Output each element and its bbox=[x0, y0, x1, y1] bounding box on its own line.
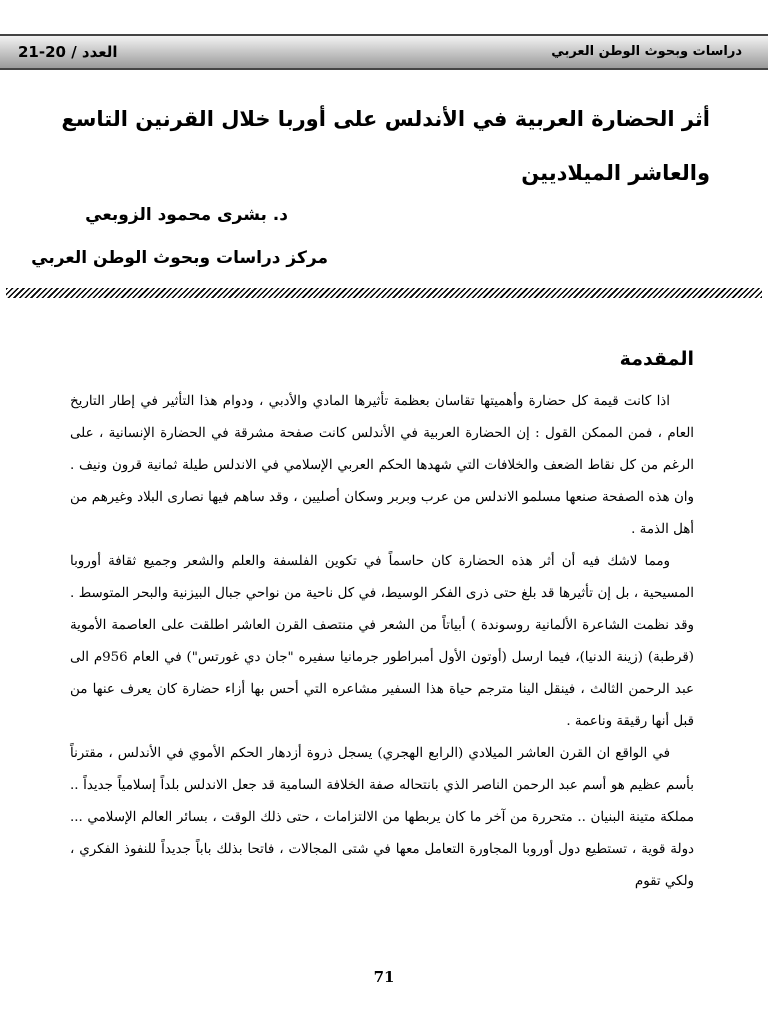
paragraph: اذا كانت قيمة كل حضارة وأهميتها تقاسان بعظمة تأثيرها المادي والأدبي ، ودوام هذا التأثير في إطار التاريخ العام ، فمن الممكن القول : إن الحضارة العربية في الأندلس كانت صفحة مشرقة في الحضارة الإنسانية ، على الرغم من كل نقاط الضعف والخلافات التي شهدها الحكم العربي الإسلامي في الاندلس طيلة ثمانية قرون ونيف . وان هذه الصفحة صنعها مسلمو الاندلس من عرب وبربر وسكان أصليين ، وقد ساهم فيها نصارى البلاد وغيرهم من أهل الذمة . bbox=[70, 394, 694, 537]
article-title: أثر الحضارة العربية في الأندلس على أوربا خلال القرنين التاسع والعاشر الميلاديين bbox=[61, 107, 710, 185]
journal-name: دراسات وبحوث الوطن العربي bbox=[551, 44, 742, 59]
section-heading: المقدمة bbox=[619, 348, 694, 370]
author-name: د. بشرى محمود الزوبعي bbox=[85, 205, 288, 225]
paragraph: ومما لاشك فيه أن أثر هذه الحضارة كان حاسماً في تكوين الفلسفة والعلم والشعر وجميع ثقافة أوروبا المسيحية ، بل إن تأثيرها قد بلغ حتى ذرى الفكر الوسيط، في كل ناحية من نواحي جبال البيزنية والبحر المتوسط . وقد نظمت الشاعرة الألمانية روسوندة ) أبياتاً من الشعر في منتصف القرن العاشر اطلقت على العاصمة الأموية (قرطبة) (زينة الدنيا)، فيما ارسل (أوتون الأول أمبراطور جرمانيا سفيره "جان دي غورتس") في العام 956م الى عبد الرحمن الثالث ، فينقل الينا مترجم حياة هذا السفير مشاعره التي أحس بها أزاء حضارة كان يعرف عنها من قبل أنها رقيقة وناعمة . bbox=[70, 554, 694, 729]
author-affiliation: مركز دراسات وبحوث الوطن العربي bbox=[31, 248, 328, 268]
running-header bbox=[0, 34, 768, 70]
page-number: 71 bbox=[373, 968, 395, 986]
body-text bbox=[70, 386, 694, 898]
paragraph: في الواقع ان القرن العاشر الميلادي (الرابع الهجري) يسجل ذروة أزدهار الحكم الأموي في الأندلس ، مقترناً بأسم عظيم هو أسم عبد الرحمن الناصر الذي بانتحاله صفة الخلافة السامية قد جعل الاندلس بلداً إسلامياً جديداً .. مملكة متينة البنيان .. متحررة من آخر ما كان يربطها من الالتزامات ، حتى ذلك الوقت ، بسائر العالم الإسلامي ... دولة قوية ، تستطيع دول أوروبا المجاورة التعامل معها في شتى المجالات ، فاتحا بذلك باباً جديداً للنفوذ الفكري ، ولكي تقوم bbox=[70, 746, 694, 889]
issue-label: العدد / 20-21 bbox=[18, 43, 118, 61]
decorative-divider bbox=[6, 288, 762, 298]
